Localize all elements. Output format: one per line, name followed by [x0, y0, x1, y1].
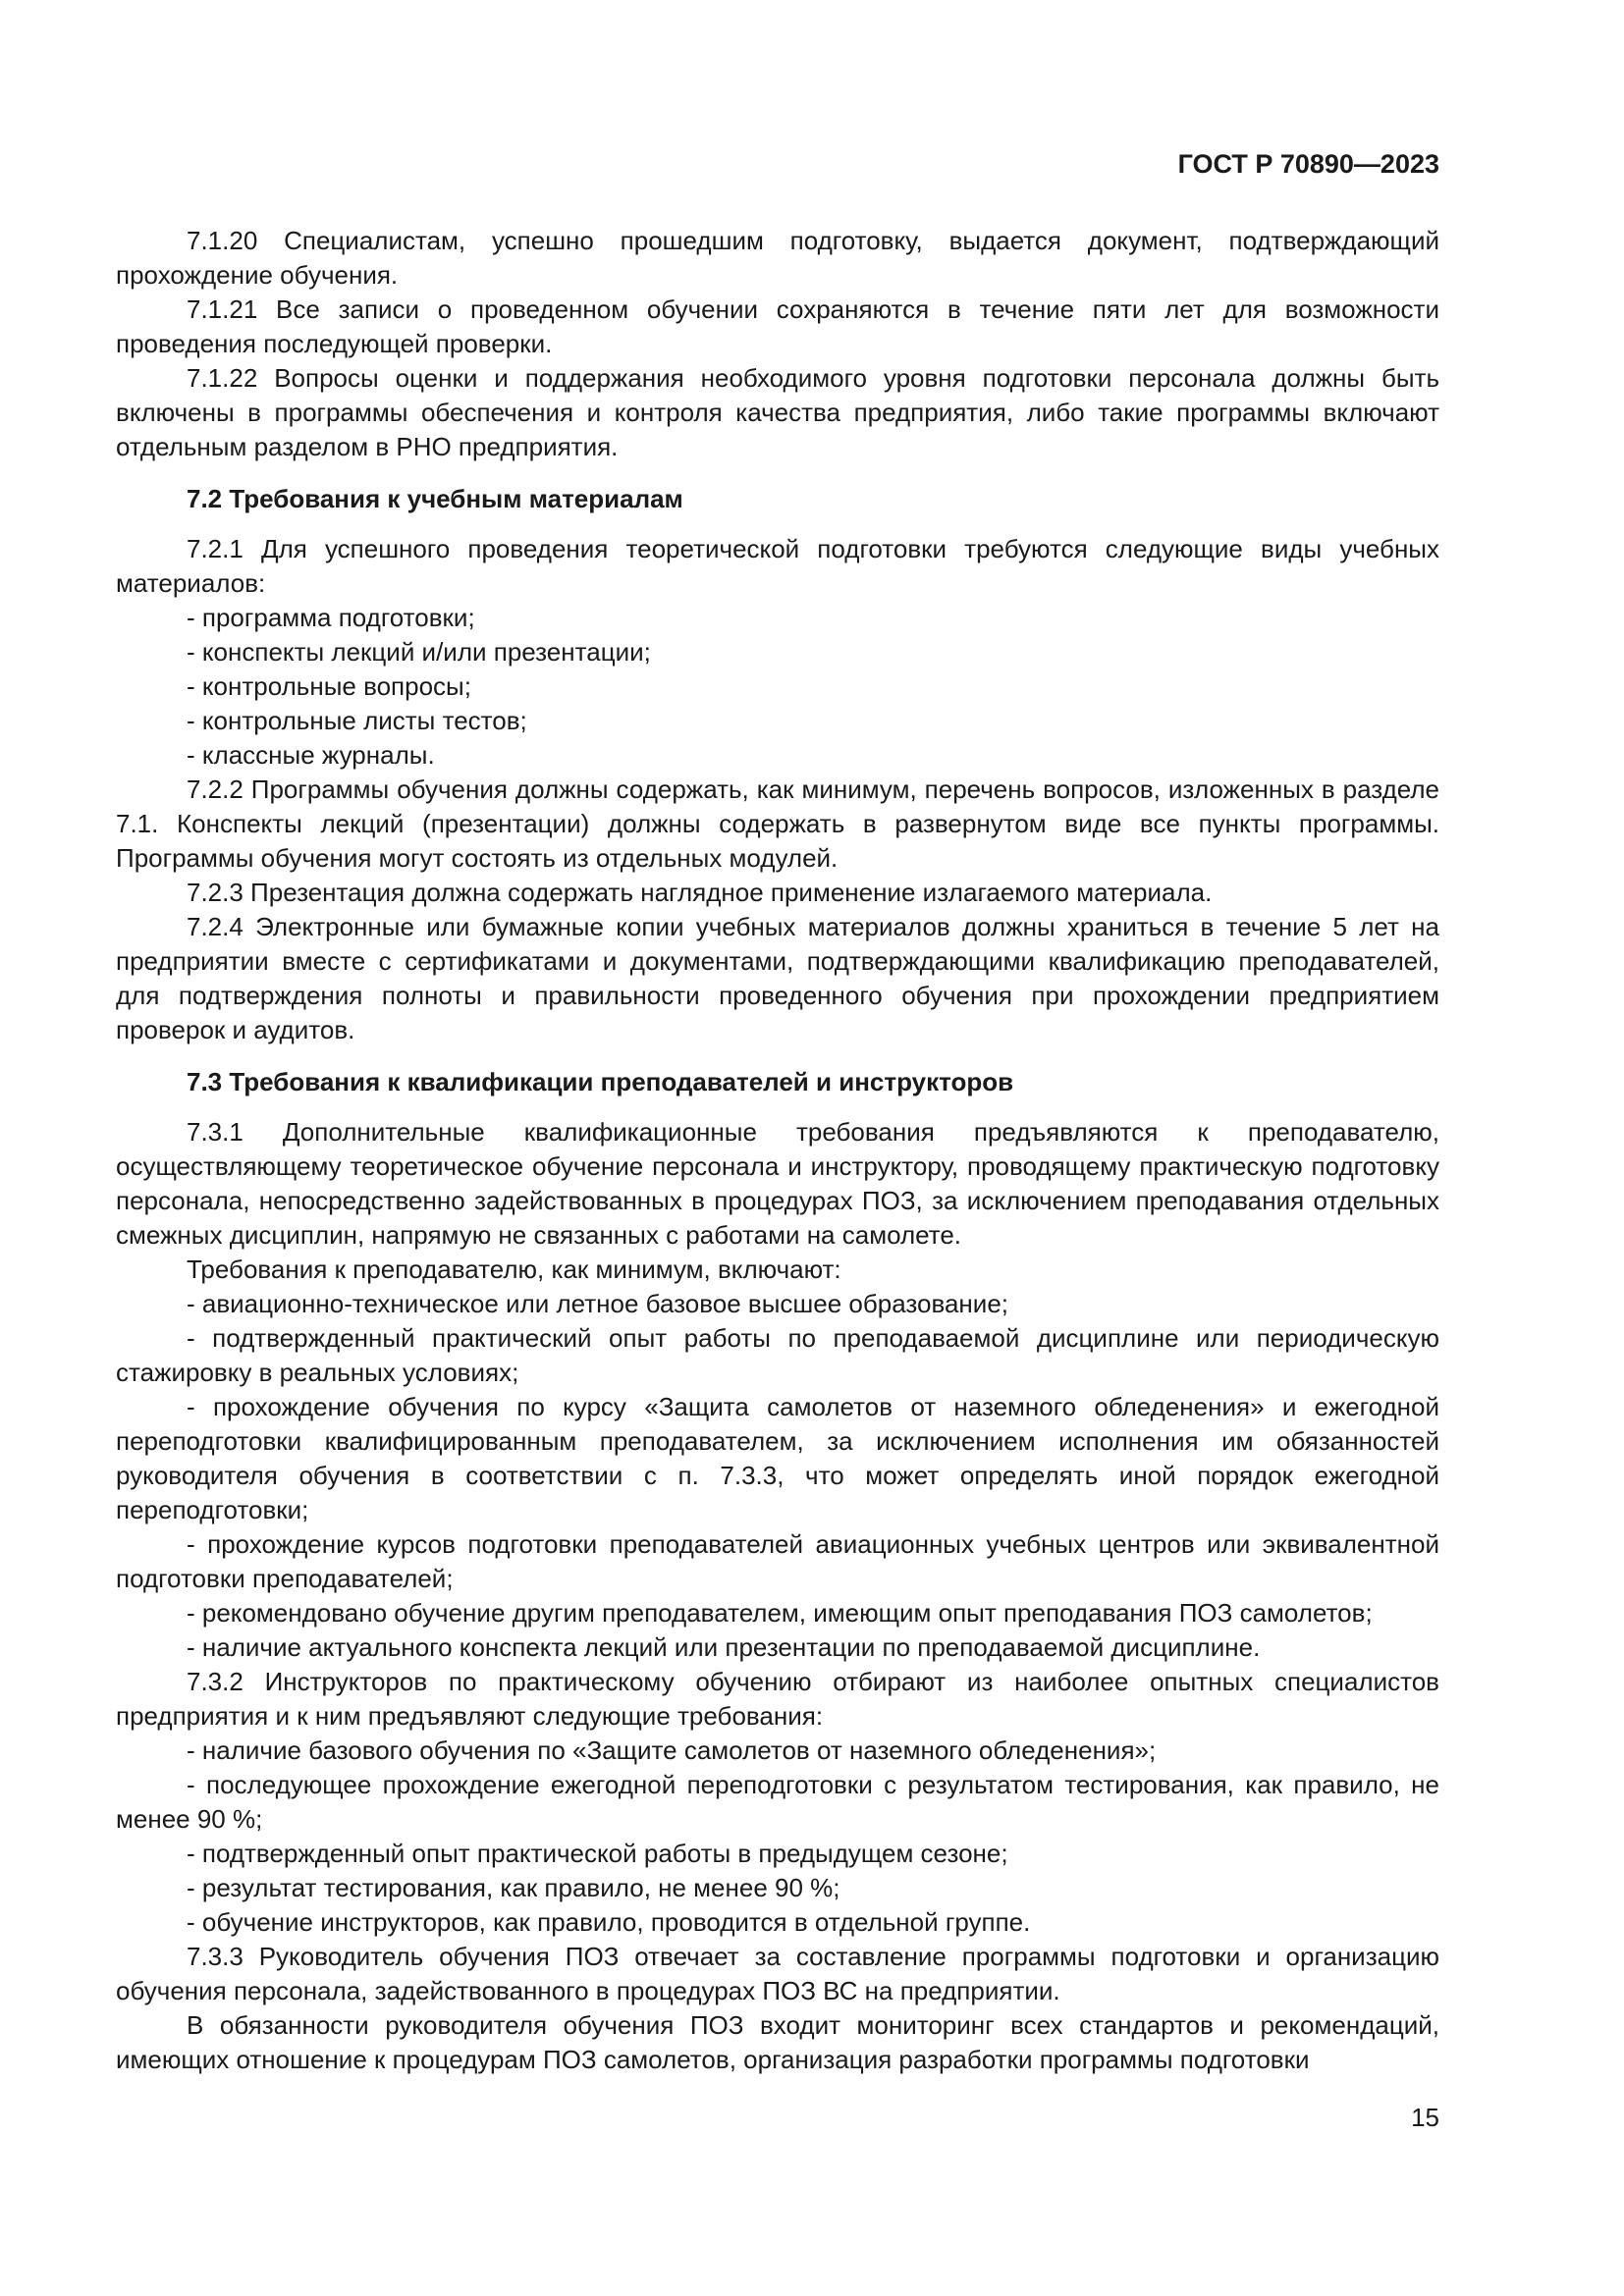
section-heading-7-3: 7.3 Требования к квалификации преподавателей и инструкторов [187, 1067, 1014, 1096]
list-item: - подтвержденный опыт практической работы в предыдущем сезоне; [187, 1839, 1008, 1868]
list-item: - классные журналы. [187, 740, 435, 770]
paragraph-7-2-4: 7.2.4 Электронные или бумажные копии учебных материалов должны храниться в течение 5 лет на предприятии вместе с сертификатами и документами, подтверждающими квалификацию преподавателей, для подтверждения полноты и правильности проведенного обучения при прохождении предприятием проверок и аудитов. [116, 912, 1439, 1044]
list-item: - конспекты лекций и/или презентации; [187, 637, 651, 667]
paragraph-7-3-1-requirements: Требования к преподавателю, как минимум, включают: [187, 1255, 841, 1284]
list-item: - наличие актуального конспекта лекций или презентации по преподаваемой дисциплине. [187, 1632, 1261, 1662]
list-item: - наличие базового обучения по «Защите самолетов от наземного обледенения»; [187, 1735, 1157, 1765]
document-header: ГОСТ Р 70890—2023 [1177, 149, 1439, 179]
list-item: - рекомендовано обучение другим преподавателем, имеющим опыт преподавания ПОЗ самолетов; [187, 1598, 1373, 1628]
list-item: - программа подготовки; [187, 603, 475, 632]
list-item: - последующее прохождение ежегодной переподготовки с результатом тестирования, как правило, не менее 90 %; [116, 1770, 1439, 1834]
paragraph-7-1-21: 7.1.21 Все записи о проведенном обучении сохраняются в течение пяти лет для возможности проведения последующей проверки. [116, 294, 1439, 358]
list-item: - контрольные вопросы; [187, 671, 471, 701]
paragraph-7-1-22: 7.1.22 Вопросы оценки и поддержания необходимого уровня подготовки персонала должны быть включены в программы обеспечения и контроля качества предприятия, либо такие программы включают отдельным разделом в РНО предприятия. [116, 363, 1439, 461]
list-item: - прохождение обучения по курсу «Защита самолетов от наземного обледенения» и ежегодной переподготовки квалифицированным преподавателем, за исключением исполнения им обязанностей руководителя обучения в соответствии с п. 7.3.3, что может определять иной порядок ежегодной переподготовки; [116, 1392, 1439, 1524]
paragraph-7-3-3-duties: В обязанности руководителя обучения ПОЗ входит мониторинг всех стандартов и рекомендаций, имеющих отношение к процедурам ПОЗ самолетов, организация разработки программы подготовки [116, 2010, 1439, 2074]
list-item: - прохождение курсов подготовки преподавателей авиационных учебных центров или эквивалентной подготовки преподавателей; [116, 1529, 1439, 1593]
list-item: - авиационно-техническое или летное базовое высшее образование; [187, 1289, 1009, 1318]
list-item: - результат тестирования, как правило, не менее 90 %; [187, 1873, 840, 1902]
page-number: 15 [1411, 2103, 1439, 2132]
list-item: - обучение инструкторов, как правило, проводится в отдельной группе. [187, 1907, 1031, 1937]
paragraph-7-3-2: 7.3.2 Инструкторов по практическому обучению отбирают из наиболее опытных специалистов предприятия и к ним предъявляют следующие требования: [116, 1667, 1439, 1731]
paragraph-7-1-20: 7.1.20 Специалистам, успешно прошедшим подготовку, выдается документ, подтверждающий прохождение обучения. [116, 226, 1439, 290]
section-heading-7-2: 7.2 Требования к учебным материалам [187, 484, 683, 513]
paragraph-7-3-1: 7.3.1 Дополнительные квалификационные требования предъявляются к преподавателю, осуществляющему теоретическое обучение персонала и инструктору, проводящему практическую подготовку персонала, непосредственно задействованных в процедурах ПОЗ, за исключением преподавания отдельных смежных дисциплин, напрямую не связанных с работами на самолете. [116, 1117, 1439, 1250]
page-body [116, 224, 1439, 2077]
paragraph-7-3-3: 7.3.3 Руководитель обучения ПОЗ отвечает за составление программы подготовки и организацию обучения персонала, задействованного в процедурах ПОЗ ВС на предприятии. [116, 1942, 1439, 2005]
paragraph-7-2-3: 7.2.3 Презентация должна содержать наглядное применение излагаемого материала. [187, 878, 1213, 907]
paragraph-7-2-2: 7.2.2 Программы обучения должны содержать, как минимум, перечень вопросов, изложенных в разделе 7.1. Конспекты лекций (презентации) должны содержать в развернутом виде все пункты программы. Программы обучения могут состоять из отдельных модулей. [116, 774, 1439, 873]
paragraph-7-2-1: 7.2.1 Для успешного проведения теоретической подготовки требуются следующие виды учебных материалов: [116, 534, 1439, 598]
list-item: - подтвержденный практический опыт работы по преподаваемой дисциплине или периодическую стажировку в реальных условиях; [116, 1323, 1439, 1387]
list-item: - контрольные листы тестов; [187, 706, 527, 735]
